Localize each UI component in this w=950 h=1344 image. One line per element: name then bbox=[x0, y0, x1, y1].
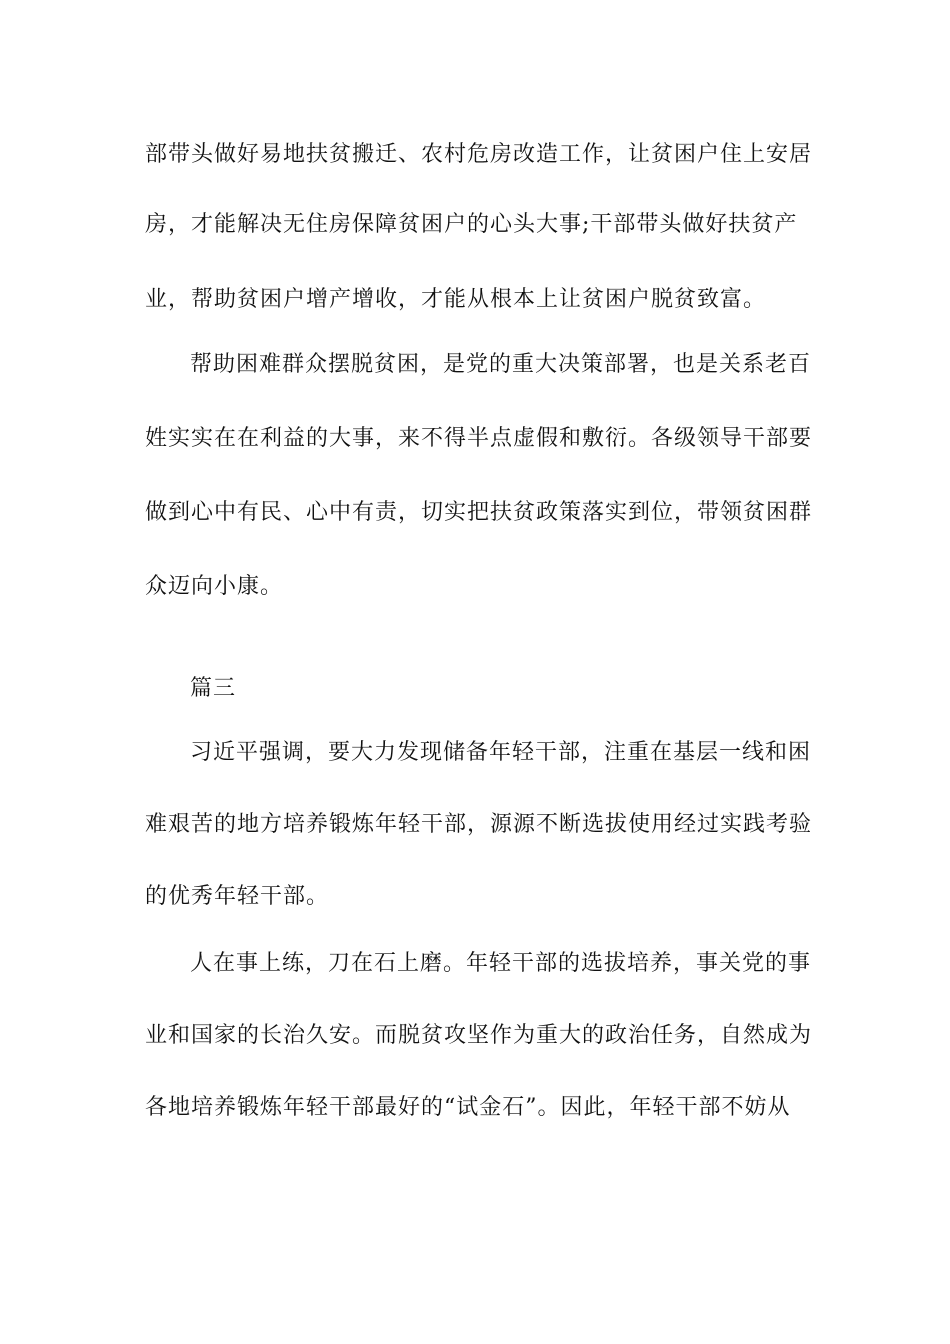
paragraph-1-line-1: 部带头做好易地扶贫搬迁、农村危房改造工作，让贫困户住上安居 bbox=[145, 142, 813, 167]
paragraph-2-line-2: 姓实实在在利益的大事，来不得半点虚假和敷衍。各级领导干部要 bbox=[145, 426, 813, 451]
paragraph-3-line-3: 的优秀年轻干部。 bbox=[145, 884, 330, 909]
paragraph-4-line-1: 人在事上练，刀在石上磨。年轻干部的选拔培养，事关党的事 bbox=[190, 951, 812, 976]
paragraph-1-line-3: 业，帮助贫困户增产增收，才能从根本上让贫困户脱贫致富。 bbox=[145, 287, 767, 312]
section-heading: 篇三 bbox=[190, 676, 237, 701]
paragraph-4-line-2: 业和国家的长治久安。而脱贫攻坚作为重大的政治任务，自然成为 bbox=[145, 1023, 813, 1048]
paragraph-3-line-2: 难艰苦的地方培养锻炼年轻干部，源源不断选拔使用经过实践考验 bbox=[145, 812, 813, 837]
paragraph-2-line-1: 帮助困难群众摆脱贫困，是党的重大决策部署，也是关系老百 bbox=[190, 352, 812, 377]
paragraph-2-line-4: 众迈向小康。 bbox=[145, 574, 284, 599]
paragraph-4-line-3: 各地培养锻炼年轻干部最好的“试金石”。因此，年轻干部不妨从 bbox=[145, 1095, 791, 1120]
paragraph-3-line-1: 习近平强调，要大力发现储备年轻干部，注重在基层一线和困 bbox=[190, 740, 812, 765]
paragraph-2-line-3: 做到心中有民、心中有责，切实把扶贫政策落实到位，带领贫困群 bbox=[145, 500, 813, 525]
paragraph-1-line-2: 房，才能解决无住房保障贫困户的心头大事;干部带头做好扶贫产 bbox=[145, 212, 798, 237]
